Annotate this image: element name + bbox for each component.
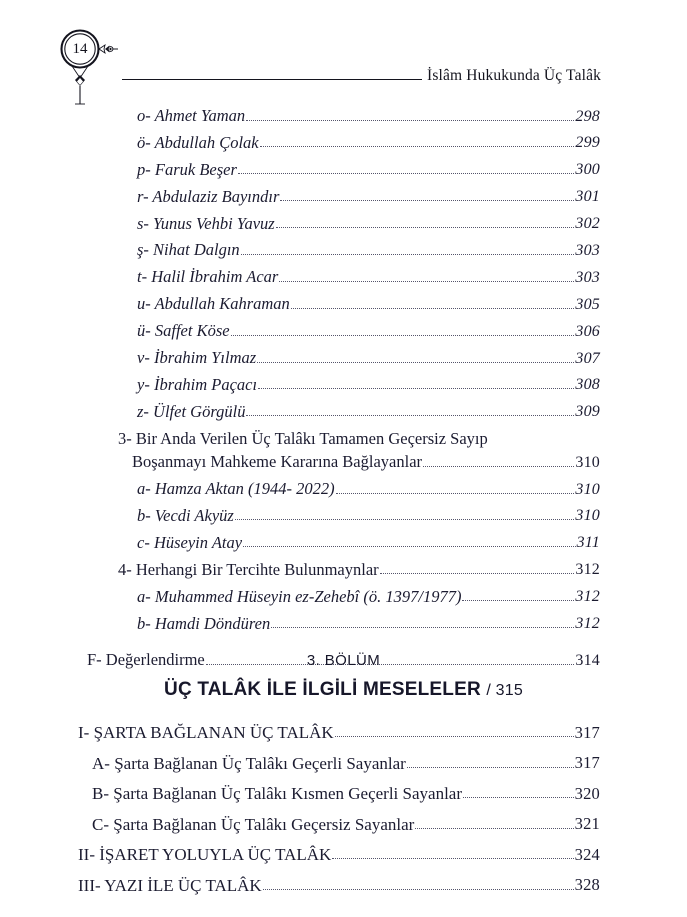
toc-entry-label: B- Şarta Bağlanan Üç Talâkı Kısmen Geçerli Sayanlar [92, 784, 463, 803]
toc-entry[interactable] [0, 401, 687, 431]
toc-entry[interactable] [0, 785, 687, 816]
toc-entry[interactable] [0, 877, 687, 908]
toc-entry[interactable] [0, 323, 687, 350]
toc-entry-page: 314 [575, 651, 600, 669]
toc-entry-page: 320 [574, 783, 600, 803]
dot-leader [463, 796, 574, 798]
toc-entry[interactable] [0, 532, 687, 562]
dot-leader [246, 119, 574, 121]
dot-leader [231, 334, 575, 336]
dot-leader [241, 253, 575, 255]
toc-entry-page: 324 [574, 844, 600, 864]
toc-entry-label: a- Hamza Aktan (1944- 2022) [137, 479, 335, 499]
toc-entry[interactable] [0, 159, 687, 189]
dot-leader [415, 827, 573, 829]
page-number: 14 [72, 40, 88, 57]
toc-entry-page: 303 [575, 268, 600, 286]
toc-entry[interactable] [0, 374, 687, 404]
toc-entry-label-line2: Boşanmayı Mahkeme Kararına Bağlayanlar [132, 452, 423, 472]
dot-leader [380, 572, 575, 574]
toc-entry[interactable] [0, 108, 687, 135]
dot-leader [235, 518, 575, 520]
toc-entry[interactable] [0, 755, 687, 786]
dot-leader [336, 492, 575, 494]
toc-entry-label: 4- Herhangi Bir Tercihte Bulunmaynlar [118, 559, 379, 579]
toc-entry-page: 303 [575, 241, 600, 259]
toc-entry-page: 321 [574, 814, 600, 833]
running-header-title: İslâm Hukukunda Üç Talâk [427, 67, 601, 84]
toc-entry[interactable] [0, 481, 687, 508]
toc-group-3-children [0, 481, 687, 562]
toc-entry[interactable] [0, 816, 687, 847]
toc-entry-page: 301 [575, 188, 600, 206]
toc-entry-label: III- YAZI İLE ÜÇ TALÂK [78, 875, 262, 895]
dot-leader [280, 199, 574, 201]
toc-entry-label: v- İbrahim Yılmaz [137, 348, 257, 368]
toc-entry-page: 299 [575, 134, 600, 152]
toc-entry[interactable] [0, 586, 687, 616]
chapter-heading [0, 652, 687, 701]
toc-entry[interactable] [0, 846, 687, 877]
dot-leader [258, 387, 574, 389]
toc-entry-label: II- İŞARET YOLUYLA ÜÇ TALÂK [78, 845, 332, 864]
toc-entry-label: z- Ülfet Görgülü [137, 401, 246, 421]
toc-entry-page: 307 [575, 349, 600, 367]
toc-entry-page: 312 [575, 615, 600, 633]
toc-entry-label: ö- Abdullah Çolak [137, 132, 259, 152]
dot-leader [246, 414, 574, 416]
dot-leader [260, 145, 575, 147]
toc-entry-label: b- Vecdi Akyüz [137, 505, 234, 525]
toc-entry-label: ü- Saffet Köse [137, 321, 230, 341]
toc-entry-label: I- ŞARTA BAĞLANAN ÜÇ TALÂK [78, 723, 334, 742]
dot-leader [238, 172, 575, 174]
toc-entry-label-line1: 3- Bir Anda Verilen Üç Talâkı Tamamen Geçersiz Sayıp [118, 428, 488, 448]
toc-entry-label: C- Şarta Bağlanan Üç Talâkı Geçersiz Sayanlar [92, 814, 415, 834]
toc-entry-page: 306 [575, 322, 600, 340]
toc-entry[interactable] [0, 613, 687, 643]
toc-group-4-children [0, 586, 687, 643]
toc-entry[interactable] [0, 269, 687, 296]
toc-entry-label: r- Abdulaziz Bayındır [137, 186, 280, 206]
toc-lower-entries [0, 724, 687, 907]
chapter-title-row [0, 679, 687, 701]
dot-leader [257, 361, 574, 363]
toc-entry[interactable] [0, 350, 687, 377]
toc-entry-page: 312 [575, 561, 600, 579]
page-header [0, 26, 687, 116]
dot-leader [407, 766, 574, 768]
toc-entry-label: y- İbrahim Paçacı [137, 374, 258, 394]
toc-name-entries [0, 108, 687, 431]
dot-leader [276, 226, 575, 228]
toc-entry[interactable] [0, 213, 687, 243]
toc-entry-label: A- Şarta Bağlanan Üç Talâkı Geçerli Sayanlar [92, 753, 406, 773]
toc-entry-page: 308 [575, 376, 600, 394]
toc-entry-page: 312 [575, 588, 600, 606]
toc-entry[interactable] [0, 724, 687, 755]
toc-entry-page: 317 [574, 722, 600, 742]
dot-leader [291, 307, 575, 309]
header-divider [122, 79, 422, 80]
toc-entry-page: 302 [575, 215, 600, 233]
toc-entry[interactable] [0, 296, 687, 323]
chapter-page-ref: / 315 [486, 682, 523, 699]
dot-leader [243, 545, 576, 547]
toc-entry-group-3[interactable] [0, 428, 687, 481]
toc-entry-page: 311 [576, 534, 600, 552]
toc-entry-page: 310 [575, 507, 600, 525]
toc-entry-label: s- Yunus Vehbi Yavuz [137, 213, 275, 233]
toc-entry-label: c- Hüseyin Atay [137, 532, 243, 552]
toc-entry-page: 305 [575, 295, 600, 313]
toc-entry[interactable] [0, 186, 687, 216]
toc-entry-label: u- Abdullah Kahraman [137, 294, 290, 314]
toc-entry-page: 298 [575, 107, 600, 125]
toc-entry-label: ş- Nihat Dalgın [137, 240, 240, 260]
toc-entry-label: b- Hamdi Döndüren [137, 613, 271, 633]
toc-entry-page: 310 [575, 453, 600, 471]
chapter-number: 3. BÖLÜM [306, 652, 381, 669]
toc-entry-page: 309 [575, 403, 600, 421]
dot-leader [335, 735, 574, 737]
toc-entry-label: a- Muhammed Hüseyin ez-Zehebî (ö. 1397/1977) [137, 586, 462, 606]
dot-leader [271, 626, 574, 628]
toc-entry-page: 310 [575, 480, 600, 498]
toc-entry[interactable] [0, 132, 687, 162]
dot-leader [279, 280, 574, 282]
toc-list-upper [0, 108, 687, 679]
toc-entry-group-4[interactable] [0, 559, 687, 589]
dot-leader [423, 465, 574, 467]
dot-leader [332, 857, 573, 859]
toc-entry-label: F- Değerlendirme [87, 650, 205, 670]
toc-entry[interactable] [0, 242, 687, 269]
toc-entry-label: p- Faruk Beşer [137, 159, 237, 179]
toc-entry-label: t- Halil İbrahim Acar [137, 267, 279, 287]
toc-entry-page: 300 [575, 161, 600, 179]
toc-entry[interactable] [0, 505, 687, 535]
page-number-ornament-icon [60, 28, 118, 114]
dot-leader [263, 888, 574, 890]
toc-list-lower [0, 724, 687, 907]
toc-entry-page: 328 [574, 875, 600, 894]
dot-leader [462, 599, 574, 601]
toc-entry-label: o- Ahmet Yaman [137, 106, 246, 125]
toc-entry-page: 317 [574, 753, 600, 772]
chapter-title: ÜÇ TALÂK İLE İLGİLİ MESELELER [164, 679, 481, 700]
